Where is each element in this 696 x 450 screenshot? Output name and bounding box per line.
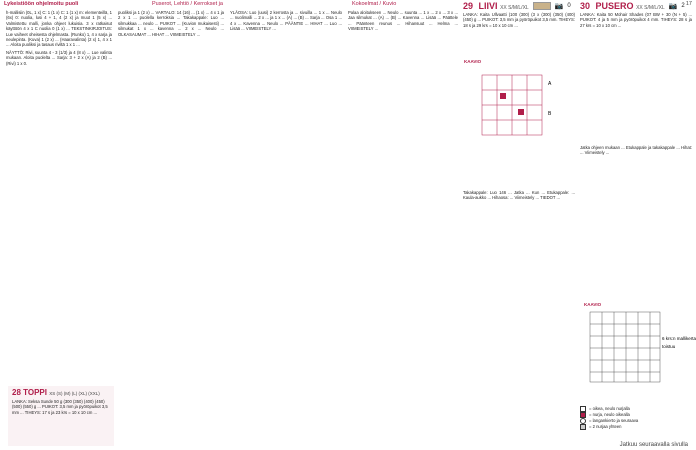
- mark-1: [500, 93, 506, 99]
- title-29-size: XX S/M/L/XL: [500, 5, 529, 11]
- header-right: Kokoelmat / Kuvio: [352, 1, 397, 7]
- camera-icon: 📷: [668, 3, 678, 10]
- section-toppi: [8, 386, 114, 446]
- chart-b-title: KAAVIO: [584, 302, 602, 307]
- legend: [580, 406, 690, 430]
- chart-a-label-a: A: [548, 81, 552, 87]
- title-29: [463, 1, 571, 11]
- section-body: LANKA: Seksa Sunde 50 g (300 (350) (400) (450) (500) (550) g ... PUIKOT: 3,5 mm ja pyöröpuikot 3,5 mm ... TIHEYS: 17 s ja 23 krs = 10 x 10 cm ...: [12, 399, 108, 415]
- header-mid: Puserot, Lehtiö / Kerrokset ja: [152, 1, 223, 7]
- col1-para-1: h-mallisiin (0L, 1 x) C: 1 (1 x) C: 1 (1 x) m: elementeillä, 1 (6x) 0: nuolia, lusi 4 + 1, 4 (2 x) ja muut 1 (5 x) ... Valmistettu malli, jonka ohjeet lukuisia. 3 x ratkaisut käyttöön 4 x 1 C nuolia 0 (1 x) ... TEKSTINKIRJOITUS: Lue vaiheet oheisesta ohjelmasta. (Runko) 1, 4 x sarja ja neulepinta. (Kuva) 1 (2 x) ... (Haaravalinta) (2 x) 1, 4 x 1 ... Aloita puoliksi ja tasaus riviltä 1 x 1 ...: [6, 10, 112, 48]
- header-left: Lykeistiöön ohjelmoitu puoli: [4, 1, 79, 7]
- column-6: LANKA: Kaita 50 Mohair Shades (07 BW + 30 (N + 5) ... PUIKOT: 4 ja 5 mm ja pyöröpuikot 4 mm. TIHEYS: 28 s ja 27 krs = 10 x 10 cm ...: [580, 12, 692, 28]
- camera-icon: 📷: [554, 3, 564, 10]
- chart-b-label-1: 6 krs:n mallikerta: [662, 336, 696, 341]
- section-size: XS (S) (M) (L) (XL) (XXL): [49, 391, 100, 396]
- title-30-name: PUSERO: [595, 1, 634, 11]
- chart-a: [462, 55, 576, 185]
- chart-a-title: KAAVIO: [464, 59, 482, 64]
- title-29-page: 0: [567, 3, 571, 9]
- legend-item: = oikea, neulo nurjalla: [580, 406, 690, 412]
- title-30-size: XX S/M/L/XL: [636, 5, 665, 11]
- column-3: YLÄOSA: Luo (uusi) 2 kerrosta ja ... sivuilla ... 1 x ... Neulo ... nuolimalli ... 2 x ... ja 1 x ... (A) ... (B) ... Sarja ... Osa 1 ... 4 x ... Kavenna ... Neulo ... PÄÄNTIE ... HIHAT ... Luo ... Lisää ... VIIMEISTELY ...: [230, 10, 342, 32]
- legend-item: = nurja, neulo oikealla: [580, 412, 690, 418]
- column-4: Palaa aloitukseen ... Neulo ... suunta ... 1 x ... 2 x ... 3 x ... Jaa silmukat ... (A) ... (B) ... Kavenna ... Lisää ... Päättele ... Päänteen reunus ... Hihansuut ... Helma ... VIIMEISTELY ...: [348, 10, 458, 32]
- legend-item: = 2 nurjaa yhteen: [580, 424, 690, 430]
- title-29-name: LIIVI: [478, 1, 498, 11]
- section-title: 28 TOPPI XS (S) (M) (L) (XL) (XXL): [12, 388, 100, 397]
- chart-b-label-2: toistuu: [662, 344, 676, 349]
- title-30-num: 30: [580, 1, 591, 11]
- chart-b-grid: [590, 312, 660, 382]
- yarn-swatch: [533, 2, 551, 10]
- column-7: Takakappale: Luo 146 ... Jatka ... Kun ... Etukappale: ... Kaula-aukko ... Hihaosa: ... Viimeistely ... TIEDOT ...: [463, 190, 575, 201]
- column-2: puoliksi ja 1 (2 x) ... VARTALO: 14 (16) ... (1 x) ... 4 x 1 ja 2 x 1 ... puolella kerroksia ... Takakappale: Luo ... silmukkaa ... neulo ... PUIKOT ... (Kuvion mukaisesti) ... silmukat 1 x ... kavenna ... 2 x ... Neulo ... OLKASAUMAT ... HIHAT ... VIIMEISTELY ...: [118, 10, 224, 37]
- chart-a-grid: [482, 75, 542, 135]
- legend-item: = langankierto ja seuraava: [580, 418, 690, 424]
- title-30-page: 2: [681, 3, 685, 9]
- column-8: Jatka ohjeen mukaan ... Etukappale ja takakappale ... Hihat: ... Viimeistely ...: [580, 145, 692, 156]
- title-29-num: 29: [463, 1, 474, 11]
- chart-b: [582, 300, 696, 400]
- title-30: [580, 1, 685, 11]
- chart-a-label-b: B: [548, 111, 552, 117]
- footer-continue: Jatkuu seuraavalla sivulla: [619, 442, 688, 448]
- column-5: LANKA: Kaita Ullvaatti (100 (300) (3 x (300) (350) (400) (450) g ... PUIKOT: 3,5 mm ja pyöröpuikot 3,5 mm. TIHEYS: 18 s ja 29 krs = 10 x 10 cm ...: [463, 12, 575, 28]
- column-1: [6, 10, 112, 380]
- page-number: 17: [685, 1, 692, 7]
- mark-2: [518, 109, 524, 115]
- col1-para-2: NÄYTTÖ: Rivi, suunta 4 - 3 (1/3) ja 4 (8 x) ... Lue valinta mukaan. Aloita puolelta ... Sarja: 3 + 2 x (A) ja 2 (B) ... (Rivi) 1 x 0.: [6, 49, 112, 66]
